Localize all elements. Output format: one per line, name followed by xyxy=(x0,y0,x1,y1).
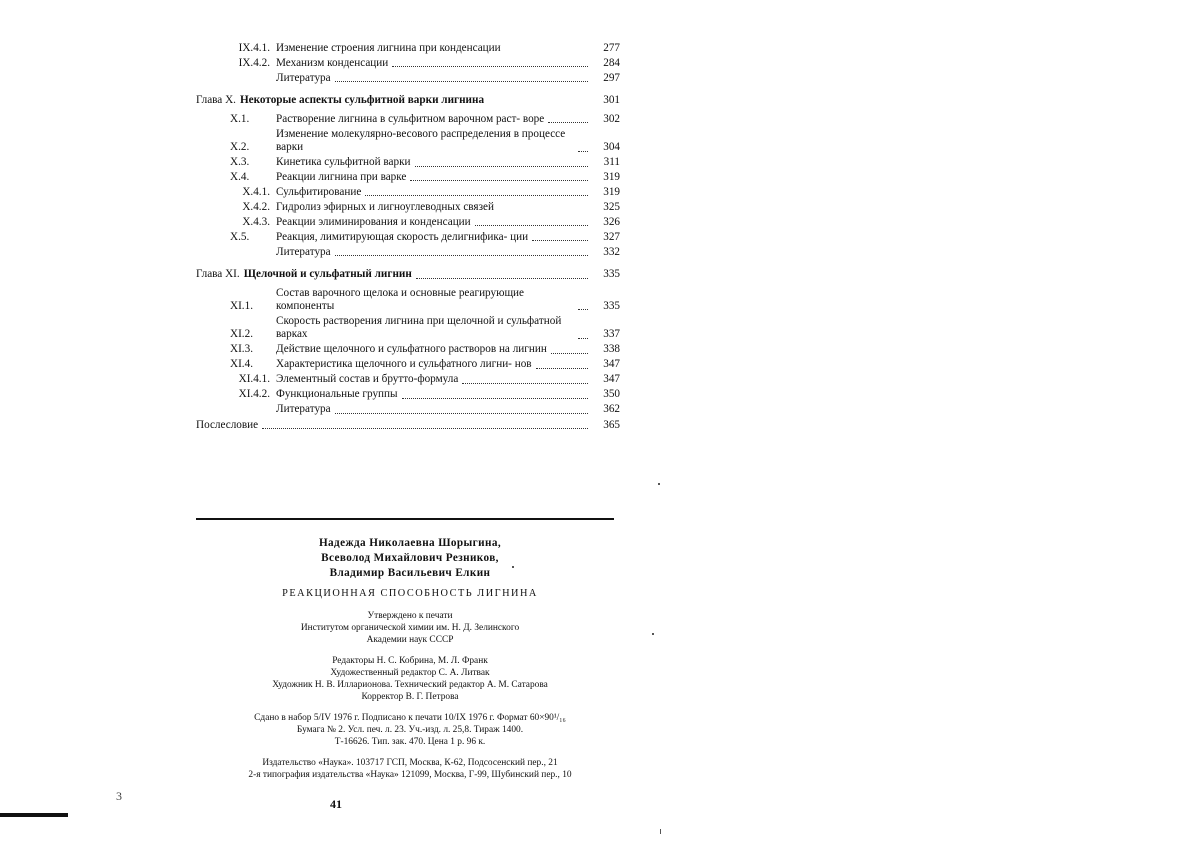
toc-title: Реакции элиминирования и конденсации xyxy=(276,215,471,228)
toc-title: Изменение молекулярно-весового распределения в процессе варки xyxy=(276,127,566,154)
dot-leader xyxy=(462,383,588,384)
toc-entry xyxy=(196,231,620,244)
toc-page-number: 338 xyxy=(603,343,620,356)
print-info-line: Бумага № 2. Усл. печ. л. 23. Уч.-изд. л. 25,8. Тираж 1400. xyxy=(296,724,524,735)
toc-title: Литература xyxy=(276,245,331,258)
toc-body xyxy=(276,171,592,184)
toc-entry xyxy=(196,287,620,314)
toc-page-number: 297 xyxy=(603,71,620,84)
toc-number: XI.4.1. xyxy=(238,373,270,386)
toc-literature xyxy=(196,72,620,85)
author-line: Надежда Николаевна Шорыгина, xyxy=(318,537,502,549)
toc-afterword xyxy=(196,419,620,432)
author-line: Владимир Васильевич Елкин xyxy=(329,567,491,580)
toc-body xyxy=(276,201,592,214)
toc-title: Характеристика щелочного и сульфатного лигни- нов xyxy=(276,358,532,371)
toc-body xyxy=(276,57,592,70)
toc-page-number: 332 xyxy=(603,245,620,258)
toc-number: X.4. xyxy=(230,171,250,183)
author-line: Всеволод Михайлович Резников, xyxy=(321,552,499,565)
authors-block xyxy=(190,536,630,581)
toc-page-number: 277 xyxy=(603,42,620,54)
toc-title: Функциональные группы xyxy=(276,388,398,401)
toc-title: Кинетика сульфитной варки xyxy=(276,156,411,169)
toc-body xyxy=(276,287,592,314)
dot-leader xyxy=(551,353,588,354)
toc-entry xyxy=(196,373,620,386)
toc-page-number: 311 xyxy=(603,156,620,169)
toc-title: Литература xyxy=(276,71,331,84)
toc-entry xyxy=(196,57,620,70)
toc-chapter xyxy=(196,268,620,281)
toc-page-number: 347 xyxy=(603,358,620,371)
toc-body xyxy=(276,128,592,155)
speck xyxy=(652,633,654,635)
toc-body xyxy=(276,388,592,401)
dot-leader xyxy=(578,151,588,152)
editor-line: Художественный редактор С. А. Литвак xyxy=(330,667,490,678)
toc-title: Элементный состав и брутто-формула xyxy=(276,373,459,386)
toc-entry xyxy=(196,42,620,55)
editor-line: Корректор В. Г. Петрова xyxy=(361,691,459,702)
toc-page-number: 350 xyxy=(603,388,620,401)
toc-entry xyxy=(196,343,620,356)
toc-number: X.2. xyxy=(230,141,250,154)
toc-number: IX.4.2. xyxy=(238,56,270,69)
table-of-contents xyxy=(196,42,620,433)
dot-leader xyxy=(410,180,588,181)
toc-page-number: 347 xyxy=(603,373,620,386)
toc-number: IX.4.1. xyxy=(238,42,270,54)
toc-title: Некоторые аспекты сульфитной варки лигнина xyxy=(239,94,485,107)
toc-chapter xyxy=(196,94,620,107)
toc-title: Щелочной и сульфатный лигнин xyxy=(243,268,412,281)
toc-literature xyxy=(196,403,620,416)
toc-entry xyxy=(196,128,620,155)
toc-title: Скорость растворения лигнина при щелочной и сульфатной варках xyxy=(276,314,562,341)
toc-body xyxy=(244,268,592,281)
toc-page-number: 284 xyxy=(603,56,620,69)
toc-body xyxy=(276,42,592,55)
toc-title: Гидролиз эфирных и лигноуглеводных связей xyxy=(276,200,494,213)
toc-body xyxy=(276,246,592,259)
toc-page-number: 301 xyxy=(603,94,620,107)
toc-entry xyxy=(196,216,620,229)
toc-literature xyxy=(196,246,620,259)
toc-number: X.4.2. xyxy=(242,200,270,213)
dot-leader xyxy=(335,81,588,82)
editor-line: Редакторы Н. С. Кобрина, М. Л. Франк xyxy=(332,655,488,666)
toc-title: Изменение строения лигнина при конденсации xyxy=(276,42,501,54)
toc-entry xyxy=(196,201,620,214)
toc-number: X.5. xyxy=(230,230,250,243)
toc-number: X.3. xyxy=(230,156,250,169)
dot-leader xyxy=(578,309,588,310)
approval-line: Академии наук СССР xyxy=(366,634,454,645)
toc-body xyxy=(276,113,592,126)
toc-entry xyxy=(196,186,620,199)
toc-number: X.4.3. xyxy=(242,215,270,228)
toc-body xyxy=(276,343,592,356)
book-title: РЕАКЦИОННАЯ СПОСОБНОСТЬ ЛИГНИНА xyxy=(282,588,538,600)
publisher-block xyxy=(190,757,630,781)
colophon xyxy=(190,536,630,781)
dot-leader xyxy=(475,225,588,226)
toc-page-number: 325 xyxy=(603,200,620,213)
dot-leader xyxy=(415,166,588,167)
toc-entry xyxy=(196,358,620,371)
dot-leader xyxy=(548,122,588,123)
toc-entry xyxy=(196,113,620,126)
page-number: 41 xyxy=(330,797,342,811)
toc-number: Глава XI. xyxy=(196,268,240,281)
toc-body xyxy=(276,186,592,199)
toc-page-number: 337 xyxy=(603,328,620,341)
toc-body xyxy=(276,156,592,169)
dot-leader xyxy=(578,338,588,339)
toc-title: Литература xyxy=(276,403,331,416)
toc-body xyxy=(276,403,592,416)
toc-page-number: 335 xyxy=(603,268,620,281)
dot-leader xyxy=(532,240,588,241)
dot-leader xyxy=(402,398,588,399)
speck xyxy=(658,483,660,485)
approval-line: Институтом органической химии им. Н. Д. Зелинского xyxy=(300,622,520,633)
print-info-block xyxy=(190,712,630,748)
toc-body xyxy=(276,216,592,229)
toc-title: Послесловие xyxy=(196,418,259,431)
toc-page-number: 362 xyxy=(603,403,620,416)
toc-page-number: 365 xyxy=(603,418,620,431)
toc-title: Сульфитирование xyxy=(276,185,362,198)
toc-entry xyxy=(196,156,620,169)
toc-body xyxy=(196,419,592,432)
toc-title: Реакция, лимитирующая скорость делигнифика- ции xyxy=(276,230,529,243)
toc-page-number: 319 xyxy=(603,185,620,198)
toc-page-number: 304 xyxy=(603,141,620,154)
print-info-line: Сдано в набор 5/IV 1976 г. Подписано к печати 10/IX 1976 г. Формат 60×90¹/₁₆ xyxy=(254,712,566,723)
dot-leader xyxy=(335,255,588,256)
dot-leader xyxy=(335,413,588,414)
toc-entry xyxy=(196,315,620,342)
toc-number: Глава X. xyxy=(196,94,236,107)
publisher-line: Издательство «Наука». 103717 ГСП, Москва, К-62, Подсосенский пер., 21 xyxy=(262,757,558,768)
toc-body xyxy=(276,231,592,244)
toc-title: Растворение лигнина в сульфитном варочном раст- воре xyxy=(276,112,545,125)
speck xyxy=(660,829,661,834)
toc-page-number: 326 xyxy=(603,215,620,228)
toc-title: Механизм конденсации xyxy=(276,56,389,69)
toc-number: X.4.1. xyxy=(242,185,270,198)
toc-title: Действие щелочного и сульфатного растворов на лигнин xyxy=(276,343,547,356)
toc-number: XI.1. xyxy=(230,300,253,312)
edge-digit: 3 xyxy=(116,789,122,803)
scan-edge-mark xyxy=(0,813,68,817)
dot-leader xyxy=(365,195,588,196)
toc-number: XI.4. xyxy=(230,358,253,371)
dot-leader xyxy=(262,428,588,429)
toc-entry xyxy=(196,388,620,401)
editors-block xyxy=(190,655,630,703)
editor-line: Художник Н. В. Илларионова. Технический редактор А. М. Сатарова xyxy=(272,679,548,690)
toc-body xyxy=(276,315,592,342)
dot-leader xyxy=(536,368,588,369)
publisher-line: 2-я типография издательства «Наука» 121099, Москва, Г-99, Шубинский пер., 10 xyxy=(248,769,572,780)
print-info-line: Т-16626. Тип. зак. 470. Цена 1 р. 96 к. xyxy=(334,736,486,747)
toc-number: XI.3. xyxy=(230,343,253,356)
toc-page-number: 335 xyxy=(603,300,620,312)
toc-number: X.1. xyxy=(230,112,250,125)
toc-page-number: 327 xyxy=(603,230,620,243)
toc-title: Реакции лигнина при варке xyxy=(276,171,407,183)
toc-body xyxy=(276,373,592,386)
approval-line: Утверждено к печати xyxy=(367,610,453,621)
toc-title: Состав варочного щелока и основные реагирующие компоненты xyxy=(276,286,525,312)
dot-leader xyxy=(416,278,588,279)
toc-number: XI.2. xyxy=(230,328,253,341)
approval-block xyxy=(190,610,630,646)
toc-body xyxy=(276,358,592,371)
toc-page-number: 302 xyxy=(603,112,620,125)
toc-entry xyxy=(196,171,620,184)
toc-body xyxy=(240,94,592,107)
toc-body xyxy=(276,72,592,85)
dot-leader xyxy=(392,66,588,67)
toc-page-number: 319 xyxy=(603,171,620,183)
toc-number: XI.4.2. xyxy=(238,388,270,401)
separator-rule xyxy=(196,518,614,520)
